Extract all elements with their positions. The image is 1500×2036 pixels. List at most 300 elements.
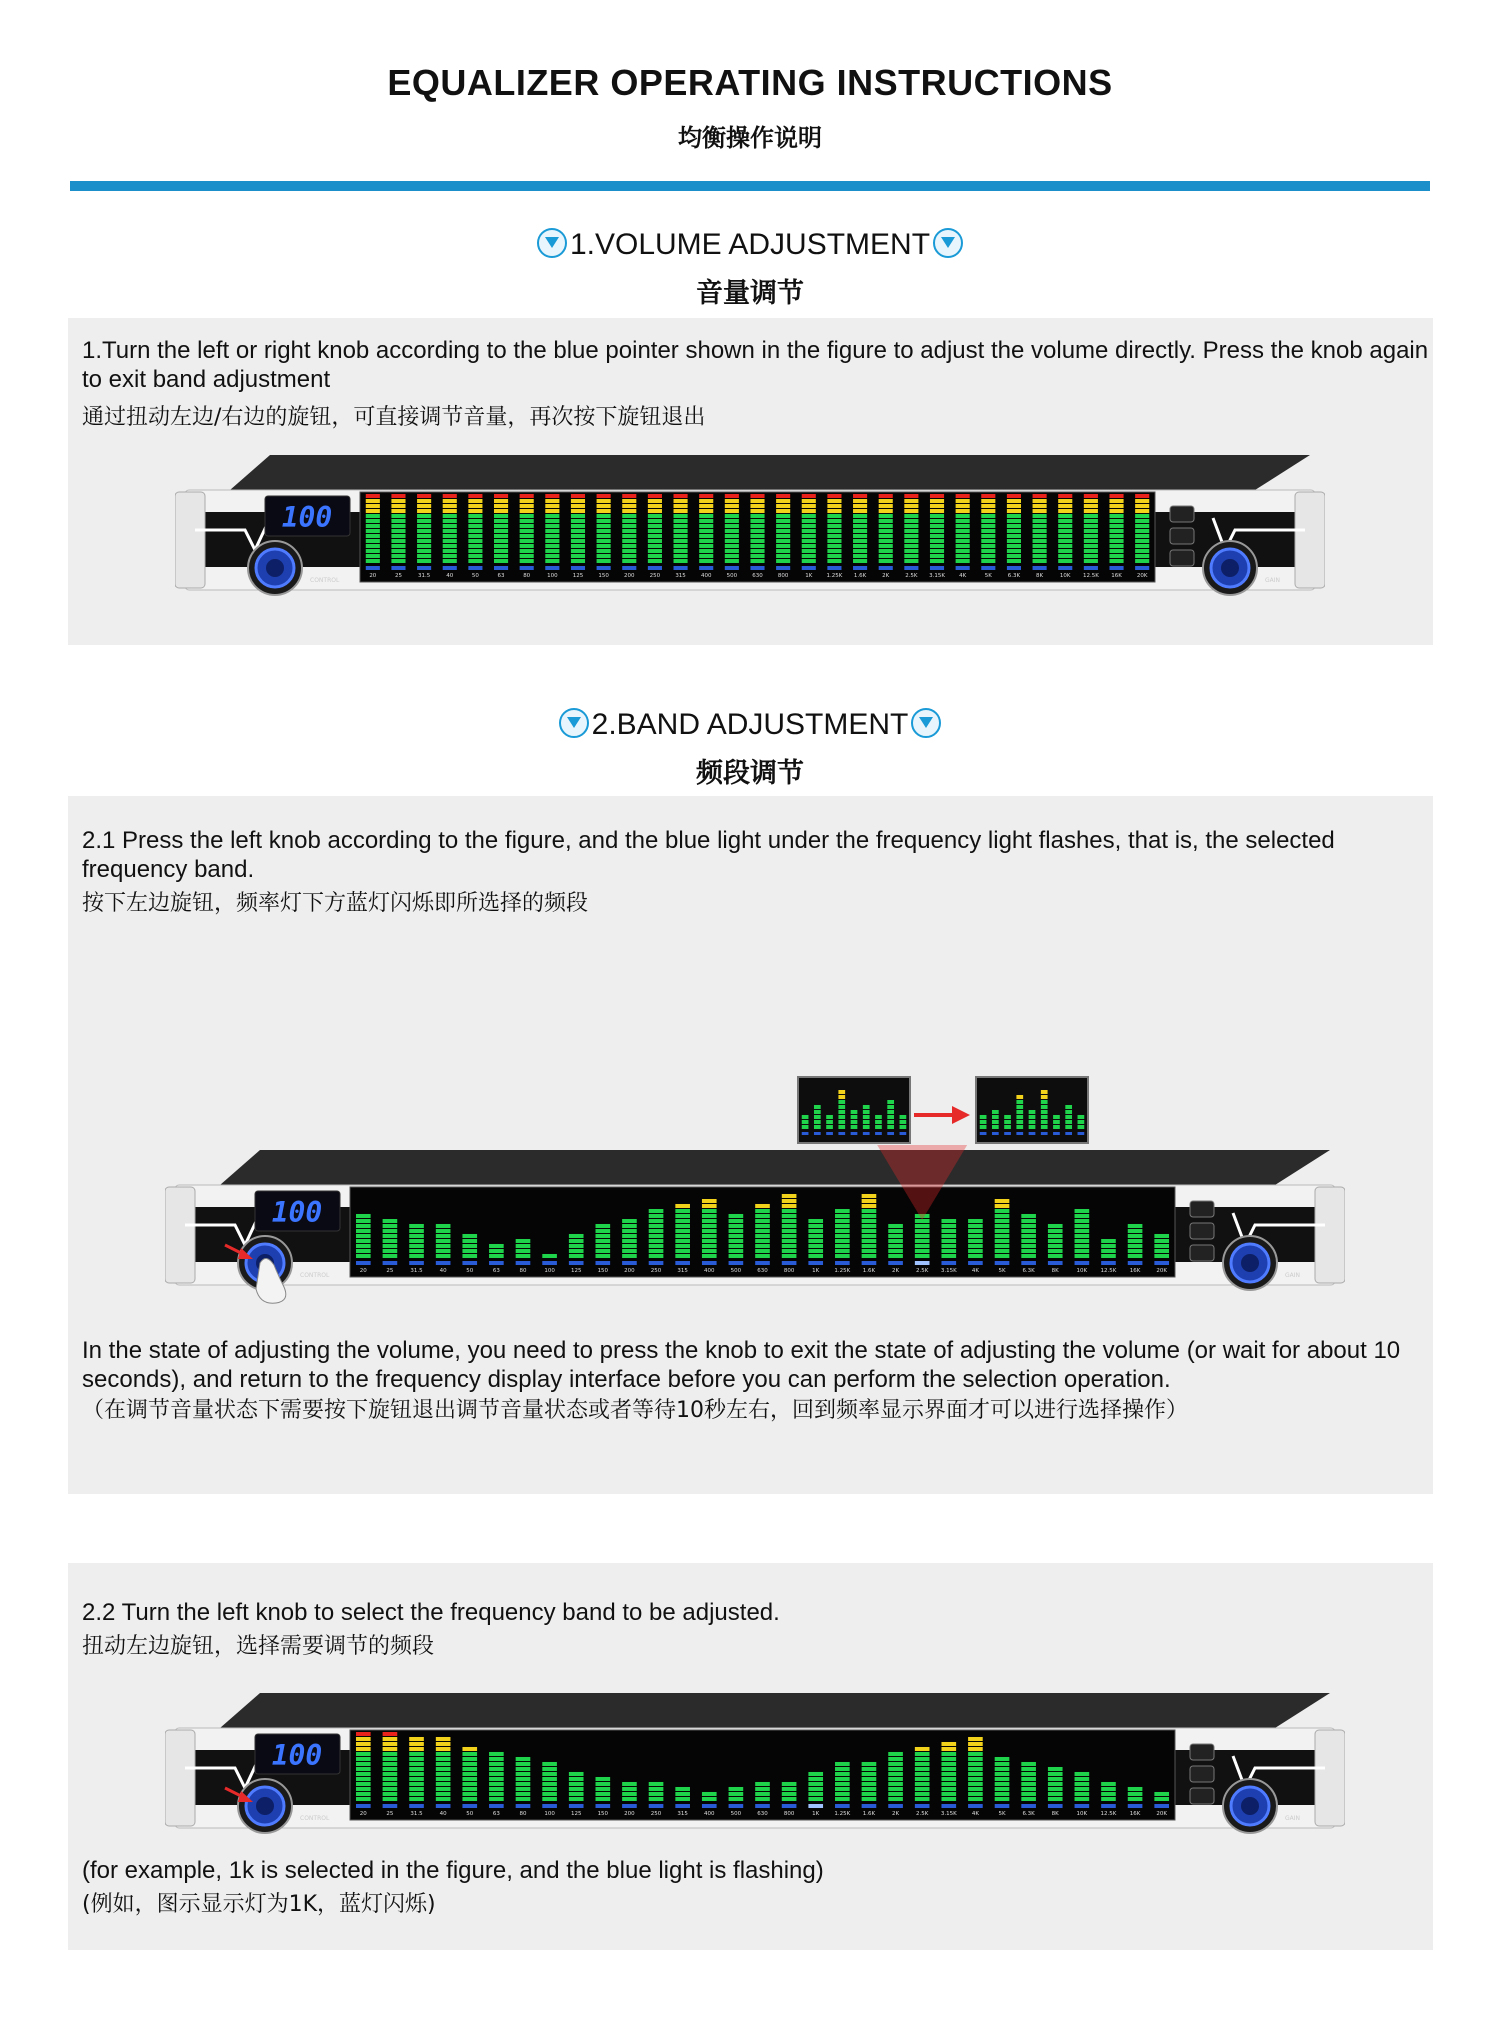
led-segment [391, 529, 405, 533]
band-label: 20 [369, 573, 377, 579]
section1-heading-cn: 音量调节 [696, 278, 804, 309]
mini-band-indicator [863, 1132, 870, 1135]
led-segment [968, 1742, 983, 1746]
led-segment [356, 1772, 371, 1776]
led-segment [835, 1224, 850, 1228]
led-segment [1109, 534, 1123, 538]
led-segment [391, 534, 405, 538]
section2-step1-cn: 按下左边旋钮，频率灯下方蓝灯闪烁即所选择的频段 [82, 891, 589, 916]
led-segment [808, 1787, 823, 1791]
led-segment [827, 554, 841, 558]
led-segment [699, 554, 713, 558]
led-segment [968, 1792, 983, 1796]
led-segment [802, 534, 816, 538]
band-indicator [649, 1804, 664, 1808]
mini-led-segment [1053, 1125, 1060, 1129]
led-segment [417, 549, 431, 553]
led-segment [1048, 1797, 1063, 1801]
led-segment [1048, 1234, 1063, 1238]
function-button [1190, 1788, 1214, 1804]
band-indicator [1109, 566, 1123, 570]
led-segment [649, 1254, 664, 1258]
led-segment [827, 529, 841, 533]
led-segment [366, 499, 380, 503]
led-segment [520, 559, 534, 563]
device-top-lid [220, 1150, 1330, 1185]
band-indicator [782, 1261, 797, 1265]
led-segment [1048, 1772, 1063, 1776]
led-segment [879, 554, 893, 558]
led-segment [1058, 514, 1072, 518]
led-segment [729, 1224, 744, 1228]
mini-led-segment [875, 1125, 882, 1129]
led-segment [462, 1792, 477, 1796]
chevron-down-icon [537, 228, 567, 258]
led-segment [520, 554, 534, 558]
led-segment [520, 549, 534, 553]
led-segment [675, 1787, 690, 1791]
led-segment [853, 514, 867, 518]
led-segment [782, 1234, 797, 1238]
mini-led-segment [838, 1120, 845, 1124]
led-segment [409, 1797, 424, 1801]
led-segment [968, 1249, 983, 1253]
led-segment [417, 559, 431, 563]
led-segment [995, 1797, 1010, 1801]
mini-led-segment [887, 1110, 894, 1114]
led-segment [366, 519, 380, 523]
band-label: 100 [544, 1811, 555, 1817]
led-segment [648, 559, 662, 563]
led-segment [729, 1797, 744, 1801]
led-segment [489, 1772, 504, 1776]
band-label: 50 [466, 1811, 474, 1817]
led-segment [995, 1254, 1010, 1258]
selected-band-indicator [808, 1804, 823, 1808]
led-segment [1021, 1244, 1036, 1248]
band-label: 2.5K [915, 1268, 929, 1274]
led-segment [1033, 554, 1047, 558]
led-segment [782, 1219, 797, 1223]
led-segment [995, 1792, 1010, 1796]
led-segment [835, 1244, 850, 1248]
led-segment [956, 534, 970, 538]
mini-band-indicator [838, 1132, 845, 1135]
led-segment [862, 1219, 877, 1223]
led-segment [1128, 1249, 1143, 1253]
band-label: 4K [971, 1268, 979, 1274]
led-segment [776, 544, 790, 548]
mini-band-indicator [1029, 1132, 1036, 1135]
led-segment [569, 1239, 584, 1243]
led-segment [853, 559, 867, 563]
led-segment [725, 504, 739, 508]
band-indicator [1021, 1804, 1036, 1808]
led-segment [674, 504, 688, 508]
section2-example-en: (for example, 1k is selected in the figure, and the blue light is flashing) [82, 1857, 824, 1884]
led-segment [1075, 1234, 1090, 1238]
led-segment [808, 1239, 823, 1243]
led-segment [494, 519, 508, 523]
band-label: 315 [677, 1811, 688, 1817]
led-segment [827, 499, 841, 503]
led-segment [1033, 514, 1047, 518]
led-segment [904, 529, 918, 533]
led-segment [862, 1772, 877, 1776]
led-segment [468, 499, 482, 503]
led-segment [827, 524, 841, 528]
led-segment [520, 529, 534, 533]
led-segment [750, 514, 764, 518]
led-segment [941, 1229, 956, 1233]
right-knob-center [1241, 1797, 1259, 1815]
led-segment [674, 519, 688, 523]
led-segment [1033, 529, 1047, 533]
led-segment [516, 1249, 531, 1253]
led-segment [649, 1787, 664, 1791]
band-indicator [649, 1261, 664, 1265]
band-indicator [648, 566, 662, 570]
led-segment [776, 554, 790, 558]
led-segment [1007, 539, 1021, 543]
led-segment [835, 1254, 850, 1258]
band-indicator [443, 566, 457, 570]
band-indicator [729, 1804, 744, 1808]
led-segment [545, 494, 559, 498]
led-segment [782, 1239, 797, 1243]
led-segment [782, 1199, 797, 1203]
led-segment [1021, 1239, 1036, 1243]
led-segment [1084, 539, 1098, 543]
led-segment [436, 1782, 451, 1786]
led-segment [930, 549, 944, 553]
led-segment [802, 509, 816, 513]
band-label: 1K [812, 1811, 820, 1817]
mini-led-segment [1016, 1125, 1023, 1129]
led-segment [489, 1767, 504, 1771]
led-segment [750, 499, 764, 503]
led-segment [356, 1747, 371, 1751]
led-segment [489, 1249, 504, 1253]
led-segment [622, 529, 636, 533]
section2-heading [0, 708, 1500, 742]
led-segment [782, 1792, 797, 1796]
led-segment [622, 519, 636, 523]
led-segment [1075, 1239, 1090, 1243]
led-segment [1135, 499, 1149, 503]
led-segment [436, 1747, 451, 1751]
led-segment [436, 1224, 451, 1228]
band-label: 2K [882, 573, 890, 579]
led-segment [956, 539, 970, 543]
led-segment [674, 499, 688, 503]
mini-led-segment [863, 1105, 870, 1109]
led-segment [1101, 1249, 1116, 1253]
led-segment [968, 1797, 983, 1801]
page-subtitle: 均衡操作说明 [678, 124, 822, 152]
led-segment [356, 1224, 371, 1228]
band-indicator [879, 566, 893, 570]
led-segment [729, 1239, 744, 1243]
led-segment [436, 1792, 451, 1796]
band-label: 6.3K [1022, 1811, 1035, 1817]
led-segment [366, 559, 380, 563]
led-segment [674, 529, 688, 533]
led-segment [755, 1209, 770, 1213]
led-segment [383, 1239, 398, 1243]
mini-led-segment [1041, 1110, 1048, 1114]
led-segment [1075, 1244, 1090, 1248]
led-segment [879, 509, 893, 513]
led-segment [489, 1254, 504, 1258]
led-segment [545, 549, 559, 553]
led-segment [1007, 524, 1021, 528]
band-indicator [489, 1261, 504, 1265]
band-indicator [1075, 1804, 1090, 1808]
led-segment [776, 524, 790, 528]
led-segment [729, 1244, 744, 1248]
led-segment [356, 1219, 371, 1223]
led-segment [542, 1772, 557, 1776]
mini-band-indicator [1078, 1132, 1085, 1135]
mini-band-indicator [875, 1132, 882, 1135]
mini-led-segment [900, 1120, 907, 1124]
led-segment [995, 1209, 1010, 1213]
led-segment [888, 1239, 903, 1243]
band-label: 16K [1129, 1268, 1141, 1274]
band-label: 12.5K [1082, 573, 1099, 579]
mini-led-segment [863, 1110, 870, 1114]
led-segment [1033, 504, 1047, 508]
mini-led-segment [1029, 1125, 1036, 1129]
led-segment [597, 499, 611, 503]
led-segment [462, 1777, 477, 1781]
led-segment [968, 1224, 983, 1228]
band-label: 50 [466, 1268, 474, 1274]
led-segment [571, 504, 585, 508]
led-segment [520, 509, 534, 513]
led-segment [1075, 1782, 1090, 1786]
led-segment [597, 554, 611, 558]
led-segment [879, 529, 893, 533]
led-segment [383, 1254, 398, 1258]
led-segment [436, 1244, 451, 1248]
led-segment [596, 1239, 611, 1243]
led-segment [862, 1254, 877, 1258]
band-label: 10K [1076, 1268, 1088, 1274]
mini-led-segment [851, 1115, 858, 1119]
band-label: 1.25K [834, 1268, 851, 1274]
led-segment [596, 1234, 611, 1238]
led-segment [1128, 1787, 1143, 1791]
led-segment [1021, 1249, 1036, 1253]
led-segment [1109, 549, 1123, 553]
led-segment [545, 519, 559, 523]
led-segment [443, 499, 457, 503]
led-segment [356, 1762, 371, 1766]
led-segment [995, 1214, 1010, 1218]
led-segment [1021, 1254, 1036, 1258]
band-label: 12.5K [1100, 1268, 1117, 1274]
led-segment [725, 549, 739, 553]
band-indicator [391, 566, 405, 570]
left-knob-label: CONTROL [300, 1272, 330, 1279]
led-segment [862, 1239, 877, 1243]
mini-led-segment [838, 1100, 845, 1104]
led-segment [862, 1792, 877, 1796]
led-segment [750, 549, 764, 553]
band-label: 630 [757, 1811, 768, 1817]
led-segment [981, 534, 995, 538]
led-segment [1007, 514, 1021, 518]
led-segment [436, 1797, 451, 1801]
volume-display-value: 100 [271, 1739, 323, 1772]
led-segment [702, 1229, 717, 1233]
page-title: EQUALIZER OPERATING INSTRUCTIONS [387, 62, 1113, 103]
led-segment [930, 559, 944, 563]
led-segment [995, 1777, 1010, 1781]
led-segment [516, 1782, 531, 1786]
led-segment [853, 534, 867, 538]
led-segment [520, 519, 534, 523]
led-segment [1033, 544, 1047, 548]
led-segment [622, 524, 636, 528]
led-segment [835, 1792, 850, 1796]
led-segment [835, 1797, 850, 1801]
led-segment [1101, 1787, 1116, 1791]
led-segment [569, 1772, 584, 1776]
led-segment [835, 1209, 850, 1213]
led-segment [941, 1224, 956, 1228]
band-label: 12.5K [1100, 1811, 1117, 1817]
band-indicator [1128, 1804, 1143, 1808]
led-segment [569, 1792, 584, 1796]
mini-led-segment [814, 1105, 821, 1109]
mini-led-segment [1004, 1120, 1011, 1124]
led-segment [542, 1792, 557, 1796]
led-segment [622, 539, 636, 543]
led-segment [968, 1772, 983, 1776]
led-segment [995, 1244, 1010, 1248]
band-indicator [702, 1804, 717, 1808]
led-segment [571, 514, 585, 518]
band-indicator [545, 566, 559, 570]
band-label: 200 [624, 1268, 635, 1274]
led-segment [862, 1762, 877, 1766]
led-segment [930, 539, 944, 543]
led-segment [1058, 504, 1072, 508]
led-segment [622, 1254, 637, 1258]
led-segment [1084, 514, 1098, 518]
led-segment [941, 1777, 956, 1781]
led-segment [542, 1767, 557, 1771]
band-label: 250 [650, 1268, 662, 1274]
led-segment [1021, 1787, 1036, 1791]
band-indicator [1084, 566, 1098, 570]
led-segment [1154, 1239, 1169, 1243]
led-segment [596, 1792, 611, 1796]
led-segment [1075, 1792, 1090, 1796]
led-segment [417, 504, 431, 508]
led-segment [1109, 504, 1123, 508]
led-segment [776, 504, 790, 508]
led-segment [520, 499, 534, 503]
band-label: 20K [1136, 573, 1148, 579]
led-segment [356, 1254, 371, 1258]
band-indicator [383, 1261, 398, 1265]
led-segment [571, 494, 585, 498]
led-segment [755, 1254, 770, 1258]
led-segment [968, 1219, 983, 1223]
led-segment [1007, 494, 1021, 498]
led-segment [436, 1752, 451, 1756]
mini-led-segment [1078, 1115, 1085, 1119]
band-label: 125 [570, 1811, 582, 1817]
led-segment [888, 1244, 903, 1248]
led-segment [755, 1224, 770, 1228]
band-indicator [1033, 566, 1047, 570]
led-segment [468, 524, 482, 528]
led-segment [941, 1782, 956, 1786]
led-segment [915, 1249, 930, 1253]
led-segment [1084, 504, 1098, 508]
led-segment [1033, 559, 1047, 563]
led-segment [808, 1792, 823, 1796]
led-segment [1075, 1249, 1090, 1253]
left-knob-label: CONTROL [300, 1815, 330, 1822]
led-segment [995, 1229, 1010, 1233]
mini-led-segment [826, 1125, 833, 1129]
led-segment [597, 504, 611, 508]
led-segment [802, 524, 816, 528]
mini-led-segment [826, 1115, 833, 1119]
led-segment [1048, 1254, 1063, 1258]
led-segment [755, 1797, 770, 1801]
mini-led-segment [1065, 1110, 1072, 1114]
led-segment [995, 1787, 1010, 1791]
mini-led-segment [1016, 1120, 1023, 1124]
led-segment [1075, 1229, 1090, 1233]
led-segment [827, 504, 841, 508]
led-segment [776, 529, 790, 533]
band-label: 20 [359, 1811, 367, 1817]
led-segment [1075, 1787, 1090, 1791]
led-segment [417, 539, 431, 543]
led-segment [436, 1254, 451, 1258]
right-knob-label: GAIN [1285, 1815, 1301, 1822]
led-segment [1075, 1224, 1090, 1228]
mini-led-segment [814, 1120, 821, 1124]
led-segment [879, 549, 893, 553]
band-indicator [862, 1261, 877, 1265]
function-button [1170, 550, 1194, 566]
led-segment [489, 1757, 504, 1761]
led-segment [981, 494, 995, 498]
led-segment [649, 1224, 664, 1228]
led-segment [888, 1224, 903, 1228]
led-segment [1007, 504, 1021, 508]
band-label: 8K [1051, 1811, 1059, 1817]
led-segment [941, 1249, 956, 1253]
band-indicator [622, 1804, 637, 1808]
led-segment [755, 1244, 770, 1248]
right-knob-center [1241, 1254, 1259, 1272]
led-segment [750, 544, 764, 548]
led-segment [1101, 1792, 1116, 1796]
led-segment [879, 539, 893, 543]
band-indicator [494, 566, 508, 570]
led-segment [597, 549, 611, 553]
